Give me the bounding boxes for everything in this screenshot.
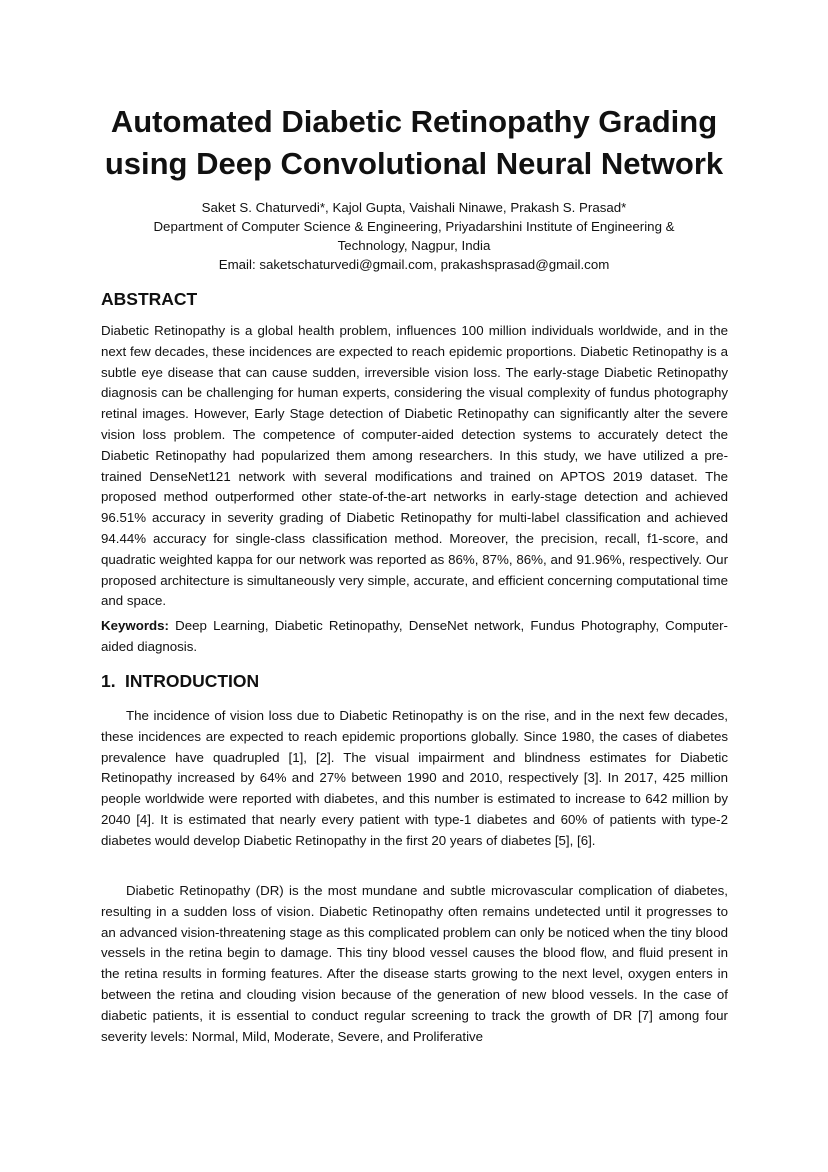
- section-title: INTRODUCTION: [125, 671, 260, 691]
- abstract-heading: ABSTRACT: [101, 289, 198, 309]
- introduction-paragraph-2: Diabetic Retinopathy (DR) is the most mundane and subtle microvascular complication of diabetes, resulting in a sudden loss of vision. Diabetic Retinopathy often remains undetected until it progresses to an advanced vision-threatening stage as this complicated problem can only be noticed when the tiny blood vessels in the retina begin to damage. This tiny blood vessel causes the blood flow, and fluid present in the retina results in forming features. After the disease starts growing to the next level, oxygen enters in between the retina and clouding vision because of the generation of new blood vessels. In the case of diabetic patients, it is essential to conduct regular screening to track the growth of DR [7] among four severity levels: Normal, Mild, Moderate, Severe, and Proliferative: [101, 883, 728, 1044]
- keywords-paragraph: [101, 616, 728, 658]
- title-line-2: using Deep Convolutional Neural Network: [104, 146, 724, 181]
- abstract-body: Diabetic Retinopathy is a global health problem, influences 100 million individuals worldwide, and in the next few decades, these incidences are expected to reach epidemic proportions. Diabetic Retinopathy is a subtle eye disease that can cause sudden, irreversible vision loss. The early-stage Diabetic Retinopathy diagnosis can be challenging for human experts, considering the visual complexity of fundus photography retinal images. However, Early Stage detection of Diabetic Retinopathy can significantly alter the severe vision loss problem. The competence of computer-aided detection systems to accurately detect the Diabetic Retinopathy had popularized them among researchers. In this study, we have utilized a pre-trained DenseNet121 network with several modifications and trained on APTOS 2019 dataset. The proposed method outperformed other state-of-the-art networks in early-stage detection and achieved 96.51% accuracy in severity grading of Diabetic Retinopathy for multi-label classification and achieved 94.44% accuracy for single-class classification method. Moreover, the precision, recall, f1-score, and quadratic weighted kappa for our network was reported as 86%, 87%, 86%, and 91.96%, respectively. Our proposed architecture is simultaneously very simple, accurate, and efficient concerning computational time and space.: [101, 323, 728, 609]
- affiliation-line-2: Technology, Nagpur, India: [337, 238, 491, 253]
- introduction-heading: [101, 670, 259, 692]
- section-number: 1.: [101, 671, 116, 691]
- introduction-paragraph-1: The incidence of vision loss due to Diabetic Retinopathy is on the rise, and in the next few decades, these incidences are expected to reach epidemic proportions globally. Since 1980, the cases of diabetes prevalence have quadrupled [1], [2]. The visual impairment and blindness estimates for Diabetic Retinopathy increased by 64% and 27% between 1990 and 2010, respectively [3]. In 2017, 425 million people worldwide were reported with diabetes, and this number is estimated to increase to 642 million by 2040 [4]. It is estimated that nearly every patient with type-1 diabetes and 60% of patients with type-2 diabetes would develop Diabetic Retinopathy in the first 20 years of diabetes [5], [6].: [101, 708, 728, 848]
- author-block: [90, 198, 738, 274]
- keywords-label: Keywords:: [101, 618, 169, 633]
- author-emails: Email: saketschaturvedi@gmail.com, prakashsprasad@gmail.com: [218, 257, 610, 272]
- title-line-1: Automated Diabetic Retinopathy Grading: [110, 104, 718, 139]
- paper-title: [60, 101, 768, 185]
- keywords-text: Deep Learning, Diabetic Retinopathy, DenseNet network, Fundus Photography, Computer-aided diagnosis.: [101, 618, 728, 654]
- author-names: Saket S. Chaturvedi*, Kajol Gupta, Vaishali Ninawe, Prakash S. Prasad*: [201, 200, 627, 215]
- affiliation-line-1: Department of Computer Science & Engineering, Priyadarshini Institute of Engineering &: [153, 219, 675, 234]
